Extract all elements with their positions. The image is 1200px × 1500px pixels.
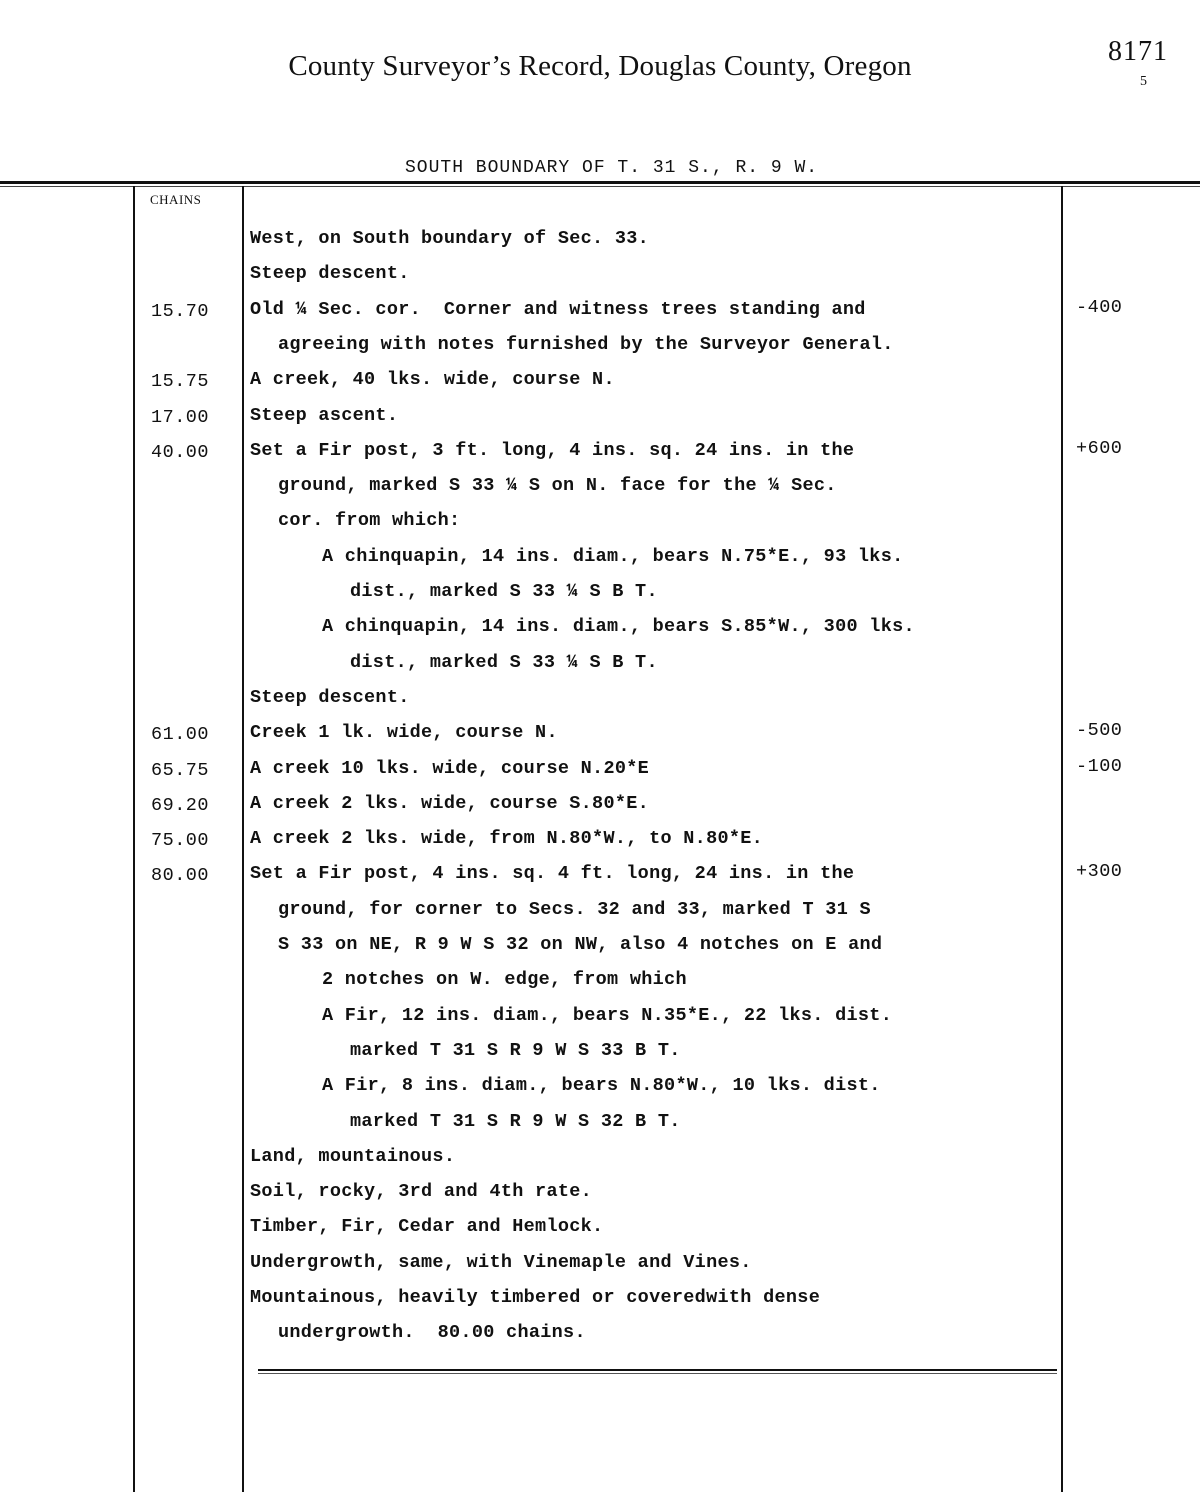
- note-line: West, on South boundary of Sec. 33.: [250, 228, 650, 249]
- column-divider-chains: [242, 186, 244, 1492]
- note-line: cor. from which:: [278, 510, 461, 532]
- chains-column-header: CHAINS: [150, 192, 202, 207]
- note-line: A creek 2 lks. wide, from N.80*W., to N.80*E.: [250, 828, 764, 850]
- elevation-value: -400: [1076, 296, 1123, 318]
- note-line: marked T 31 S R 9 W S 32 B T.: [350, 1110, 681, 1132]
- chains-value: 61.00: [151, 724, 210, 746]
- top-rule: [0, 181, 1200, 184]
- note-line: undergrowth. 80.00 chains.: [278, 1322, 586, 1344]
- note-line: dist., marked S 33 ¼ S B T.: [350, 581, 658, 602]
- note-line: Steep descent.: [250, 686, 410, 708]
- note-line: S 33 on NE, R 9 W S 32 on NW, also 4 notches on E and: [278, 934, 883, 955]
- note-line: Timber, Fir, Cedar and Hemlock.: [250, 1216, 604, 1238]
- elevation-value: +300: [1076, 861, 1123, 883]
- chains-value: 15.70: [151, 300, 210, 322]
- chains-value: 15.75: [151, 371, 210, 393]
- chains-value: 75.00: [151, 830, 210, 852]
- column-divider-left: [133, 186, 135, 1492]
- note-line: A Fir, 12 ins. diam., bears N.35*E., 22 lks. dist.: [322, 1004, 893, 1026]
- note-line: A chinquapin, 14 ins. diam., bears N.75*E., 93 lks.: [322, 545, 904, 567]
- note-line: ground, for corner to Secs. 32 and 33, marked T 31 S: [278, 898, 871, 920]
- page-title: County Surveyor’s Record, Douglas County, Oregon: [288, 50, 912, 82]
- note-line: marked T 31 S R 9 W S 33 B T.: [350, 1039, 681, 1061]
- elevation-value: -100: [1076, 755, 1123, 777]
- chains-value: 69.20: [151, 794, 210, 816]
- note-line: Set a Fir post, 4 ins. sq. 4 ft. long, 24 ins. in the: [250, 863, 855, 885]
- note-line: ground, marked S 33 ¼ S on N. face for the ¼ Sec.: [278, 475, 837, 497]
- note-line: A chinquapin, 14 ins. diam., bears S.85*W., 300 lks.: [322, 616, 915, 638]
- note-line: Mountainous, heavily timbered or coveredwith dense: [250, 1287, 821, 1308]
- note-line: agreeing with notes furnished by the Surveyor General.: [278, 333, 894, 355]
- elevation-value: +600: [1076, 437, 1123, 459]
- note-line: A creek 2 lks. wide, course S.80*E.: [250, 792, 650, 814]
- note-line: 2 notches on W. edge, from which: [322, 969, 687, 991]
- top-rule-thin: [0, 186, 1200, 187]
- note-line: Land, mountainous.: [250, 1145, 456, 1167]
- note-line: Creek 1 lk. wide, course N.: [250, 722, 558, 744]
- note-line: A Fir, 8 ins. diam., bears N.80*W., 10 lks. dist.: [322, 1075, 881, 1097]
- end-rule: [258, 1369, 1057, 1371]
- chains-value: 40.00: [151, 441, 210, 463]
- page-mark: 5: [1140, 74, 1147, 89]
- chains-value: 65.75: [151, 759, 210, 781]
- note-line: Steep descent.: [250, 263, 410, 285]
- note-line: Steep ascent.: [250, 404, 399, 426]
- note-line: Undergrowth, same, with Vinemaple and Vines.: [250, 1251, 752, 1273]
- note-line: Old ¼ Sec. cor. Corner and witness trees standing and: [250, 298, 866, 320]
- section-title: SOUTH BOUNDARY OF T. 31 S., R. 9 W.: [405, 158, 819, 178]
- note-line: Set a Fir post, 3 ft. long, 4 ins. sq. 24 ins. in the: [250, 439, 855, 461]
- elevation-value: -500: [1076, 720, 1123, 742]
- end-rule-thin: [258, 1373, 1057, 1374]
- note-line: dist., marked S 33 ¼ S B T.: [350, 651, 658, 673]
- page-number: 8171: [1108, 36, 1168, 67]
- chains-value: 80.00: [151, 865, 210, 887]
- note-line: Soil, rocky, 3rd and 4th rate.: [250, 1181, 593, 1203]
- column-divider-elevation: [1061, 186, 1063, 1492]
- chains-value: 17.00: [151, 406, 210, 428]
- note-line: A creek 10 lks. wide, course N.20*E: [250, 757, 650, 779]
- note-line: A creek, 40 lks. wide, course N.: [250, 369, 615, 391]
